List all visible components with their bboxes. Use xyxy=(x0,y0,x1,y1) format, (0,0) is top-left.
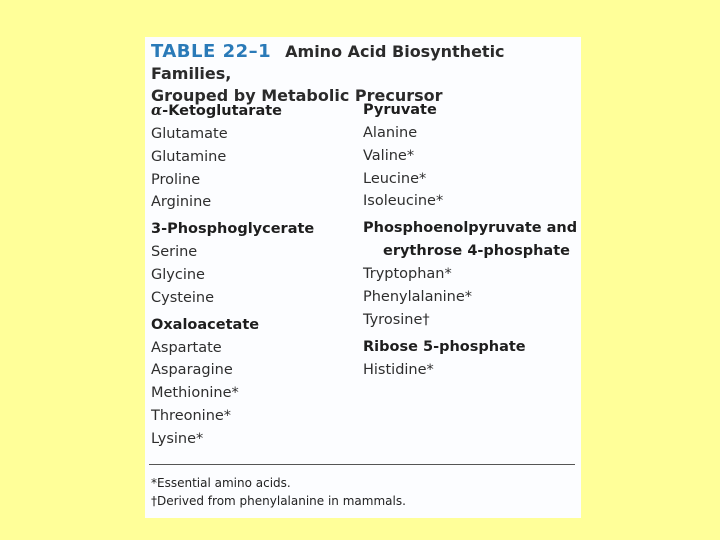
amino-acid: Tyrosine† xyxy=(363,311,430,328)
precursor-label: Pyruvate xyxy=(363,102,437,118)
amino-acid: Tryptophan* xyxy=(363,266,452,283)
precursor-family xyxy=(151,99,356,214)
amino-acid: Asparagine xyxy=(151,362,233,379)
precursor-name xyxy=(363,99,578,122)
amino-acid: Arginine xyxy=(151,194,212,211)
amino-acid: Glutamine xyxy=(151,148,227,165)
precursor-name xyxy=(151,314,356,337)
footnote-divider xyxy=(149,464,575,465)
precursor-name xyxy=(363,336,578,359)
amino-acid: Leucine* xyxy=(363,170,427,187)
precursor-name xyxy=(151,99,356,123)
amino-acid: Phenylalanine* xyxy=(363,288,473,305)
amino-acid: Threonine* xyxy=(151,407,232,424)
precursor-family xyxy=(363,336,578,382)
precursor-label: Oxaloacetate xyxy=(151,316,260,333)
precursor-label: Phosphoenolpyruvate and xyxy=(363,220,578,237)
amino-acid: Methionine* xyxy=(151,385,239,402)
amino-acid: Serine xyxy=(151,244,198,261)
amino-acid: Alanine xyxy=(363,125,418,141)
precursor-family xyxy=(151,314,356,451)
precursor-family xyxy=(151,218,356,309)
amino-acid: Glutamate xyxy=(151,126,228,142)
right-column xyxy=(363,99,578,385)
amino-acid: Proline xyxy=(151,171,201,188)
precursor-name xyxy=(151,218,356,241)
amino-acid: Lysine* xyxy=(151,430,204,447)
footnote-derived: †Derived from phenylalanine in mammals. xyxy=(151,494,406,508)
table-title xyxy=(151,41,577,107)
precursor-prefix: α xyxy=(151,102,163,119)
footnotes xyxy=(151,474,406,510)
amino-acid: Aspartate xyxy=(151,339,222,356)
amino-acid: Valine* xyxy=(363,147,415,164)
precursor-label: -Ketoglutarate xyxy=(162,103,282,119)
amino-acid: Cysteine xyxy=(151,289,215,306)
precursor-family xyxy=(363,217,578,331)
table-title-line1: Amino Acid Biosynthetic Families, xyxy=(151,42,505,83)
precursor-label-continued: erythrose 4-phosphate xyxy=(383,243,570,260)
footnote-essential: *Essential amino acids. xyxy=(151,476,291,490)
precursor-label: 3-Phosphoglycerate xyxy=(151,221,315,238)
precursor-family xyxy=(363,99,578,213)
precursor-label: Ribose 5-phosphate xyxy=(363,338,526,355)
left-column xyxy=(151,99,356,455)
precursor-name xyxy=(363,217,578,263)
table-label: TABLE 22–1 xyxy=(151,41,272,62)
amino-acid: Glycine xyxy=(151,266,205,283)
table-card xyxy=(145,37,581,518)
table-title-line2: Grouped by Metabolic Precursor xyxy=(151,86,443,105)
amino-acid: Histidine* xyxy=(363,361,434,378)
amino-acid: Isoleucine* xyxy=(363,193,444,210)
